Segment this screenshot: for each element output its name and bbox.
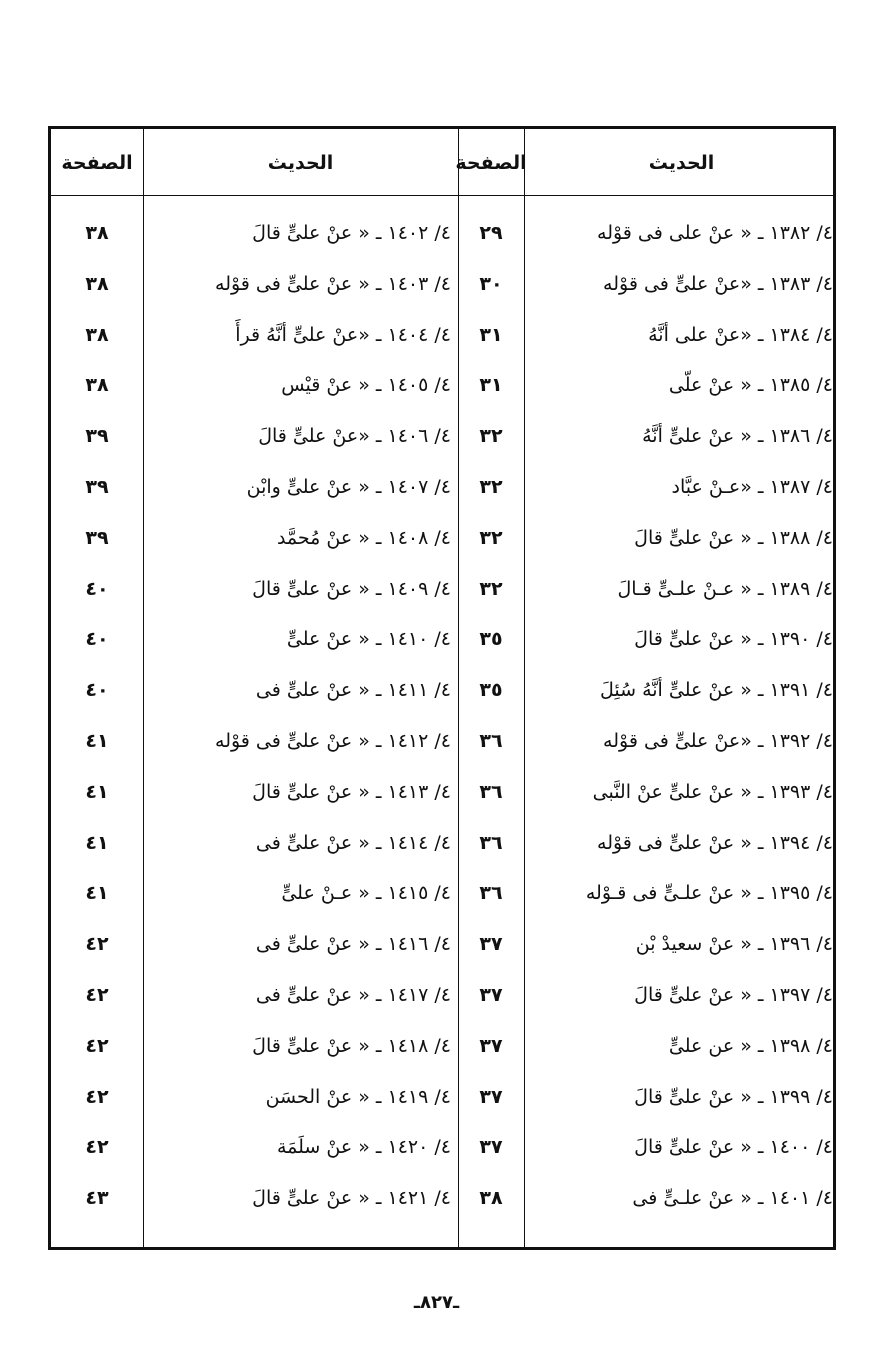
hadith-entry: ٤/ ١٣٩٨ ـ « عن علىٍّ — [668, 1034, 833, 1057]
hadith-entry: ٤/ ١٣٩٥ ـ « عنْ علـىٍّ فى قـوْله — [585, 882, 833, 905]
hadith-entry: ٤/ ١٤٠٥ ـ « عنْ قيْس — [281, 374, 451, 397]
page-reference: ٣٨ — [85, 323, 109, 346]
hadith-entry: ٤/ ١٣٩٧ ـ « عنْ علىٍّ قالَ — [634, 984, 833, 1006]
page-reference: ٣٨ — [85, 222, 109, 244]
hadith-entry: ٤/ ١٤٠٦ ـ «عنْ علىٍّ قالَ — [258, 425, 451, 448]
hadith-entry: ٤/ ١٣٨٣ ـ «عنْ علىٍّ فى قوْله — [603, 272, 833, 295]
hadith-entry: ٤/ ١٣٩٩ ـ « عنْ علىٍّ قالَ — [634, 1085, 833, 1108]
hadith-entry: ٤/ ١٤١١ ـ « عنْ علىٍّ فى — [255, 679, 451, 702]
hadith-entry: ٤/ ١٤١٣ ـ « عنْ علىٍّ قالَ — [252, 780, 451, 803]
page-reference: ٣٥ — [479, 679, 503, 702]
hadith-entry: ٤/ ١٣٨٦ ـ « عنْ علىٍّ أنَّهُ — [642, 425, 833, 448]
page-reference: ٤٠ — [85, 679, 109, 702]
hadith-entry: ٤/ ١٤٠٨ ـ « عنْ مُحمَّد — [276, 526, 451, 549]
header-hadith-right: الحديث — [648, 152, 715, 174]
page-reference: ٣٩ — [85, 425, 109, 448]
page-reference: ٤٣ — [85, 1187, 109, 1210]
page-reference: ٣٨ — [85, 374, 109, 397]
page-reference: ٣٧ — [479, 1136, 503, 1159]
divider-left-page — [143, 129, 144, 1247]
page-reference: ٤٢ — [85, 1034, 109, 1057]
page-reference: ٤١ — [85, 882, 109, 905]
page-reference: ٢٩ — [479, 222, 503, 244]
hadith-entry: ٤/ ١٣٩٢ ـ «عنْ علىٍّ فى قوْله — [603, 730, 833, 752]
header-divider — [51, 195, 833, 196]
hadith-entry: ٤/ ١٣٨٩ ـ « عـنْ علـىٍّ قـالَ — [617, 577, 833, 600]
page-reference: ٤٠ — [85, 628, 109, 651]
page-reference: ٣٥ — [479, 628, 503, 651]
hadith-entry: ٤/ ١٣٩٣ ـ « عنْ علىٍّ عنْ النَّبى — [592, 780, 833, 803]
hadith-entry: ٤/ ١٤٠٠ ـ « عنْ علىٍّ قالَ — [634, 1136, 833, 1159]
page-reference: ٣٨ — [85, 272, 109, 295]
page-reference: ٤١ — [85, 730, 109, 752]
header-page-left: الصفحة — [61, 152, 133, 174]
page-number: ـ٨٢٧ـ — [413, 1292, 460, 1313]
page-reference: ٤٢ — [85, 1136, 109, 1159]
hadith-entry: ٤/ ١٣٨٧ ـ «عـنْ عبَّاد — [671, 476, 833, 498]
hadith-entry: ٤/ ١٤٠٤ ـ «عنْ علىٍّ أنَّهُ قرأَ — [235, 323, 451, 346]
hadith-entry: ٤/ ١٤١٨ ـ « عنْ علىٍّ قالَ — [252, 1034, 451, 1057]
hadith-entry: ٤/ ١٣٩٤ ـ « عنْ علىٍّ فى قوْله — [597, 831, 833, 854]
hadith-entry: ٤/ ١٤٠٣ ـ « عنْ علىٍّ فى قوْله — [215, 272, 451, 295]
page-reference: ٣٩ — [85, 526, 109, 549]
page-reference: ٣٧ — [479, 1085, 503, 1108]
page-reference: ٤٢ — [85, 984, 109, 1006]
hadith-entry: ٤/ ١٣٨٤ ـ «عنْ على أنَّهُ — [648, 323, 833, 346]
hadith-entry: ٤/ ١٤١٧ ـ « عنْ علىٍّ فى — [255, 984, 451, 1006]
page-reference: ٣٦ — [479, 780, 503, 803]
page-reference: ٣٧ — [479, 1034, 503, 1057]
page-reference: ٤١ — [85, 831, 109, 854]
page-reference: ٣٦ — [479, 831, 503, 854]
page-reference: ٣٠ — [479, 272, 503, 295]
hadith-entry: ٤/ ١٤٠٩ ـ « عنْ علىٍّ قالَ — [252, 577, 451, 600]
hadith-entry: ٤/ ١٤١٦ ـ « عنْ علىٍّ فى — [255, 933, 451, 956]
hadith-entry: ٤/ ١٤١٩ ـ « عنْ الحسَن — [265, 1085, 451, 1108]
page-reference: ٣٦ — [479, 882, 503, 905]
page-reference: ٣٢ — [479, 577, 503, 600]
divider-right-page — [524, 129, 525, 1247]
header-page-right: الصفحة — [455, 152, 527, 174]
page-reference: ٤٢ — [85, 933, 109, 956]
page-reference: ٣٩ — [85, 476, 109, 498]
hadith-entry: ٤/ ١٣٨٥ ـ « عنْ علّى — [668, 374, 833, 397]
page-reference: ٣٦ — [479, 730, 503, 752]
hadith-entry: ٤/ ١٣٩٠ ـ « عنْ علىٍّ قالَ — [634, 628, 833, 651]
hadith-entry: ٤/ ١٤٠١ ـ « عنْ علـىٍّ فى — [632, 1187, 833, 1210]
hadith-entry: ٤/ ١٣٩١ ـ « عنْ علىٍّ أنَّهُ سُئِلَ — [600, 679, 833, 702]
hadith-entry: ٤/ ١٤٠٧ ـ « عنْ علىٍّ وابْن — [246, 476, 451, 498]
hadith-entry: ٤/ ١٤٢١ ـ « عنْ علىٍّ قالَ — [252, 1187, 451, 1210]
hadith-entry: ٤/ ١٤١٠ ـ « عنْ علىٍّ — [286, 628, 451, 651]
header-hadith-left: الحديث — [267, 152, 334, 174]
hadith-entry: ٤/ ١٤١٢ ـ « عنْ علىٍّ فى قوْله — [215, 730, 451, 752]
hadith-entry: ٤/ ١٣٨٢ ـ « عنْ على فى قوْله — [597, 222, 833, 244]
page-reference: ٣١ — [479, 323, 503, 346]
page-reference: ٤٢ — [85, 1085, 109, 1108]
page-reference: ٤١ — [85, 780, 109, 803]
hadith-entry: ٤/ ١٤٠٢ ـ « عنْ علىٍّ قالَ — [252, 222, 451, 244]
hadith-entry: ٤/ ١٣٨٨ ـ « عنْ علىٍّ قالَ — [634, 526, 833, 549]
page-reference: ٣٧ — [479, 984, 503, 1006]
page-reference: ٣١ — [479, 374, 503, 397]
page-reference: ٣٧ — [479, 933, 503, 956]
page-reference: ٤٠ — [85, 577, 109, 600]
page-reference: ٣٢ — [479, 425, 503, 448]
page-reference: ٣٨ — [479, 1187, 503, 1210]
page-reference: ٣٢ — [479, 526, 503, 549]
page-reference: ٣٢ — [479, 476, 503, 498]
hadith-entry: ٤/ ١٣٩٦ ـ « عنْ سعيدْ بْن — [635, 933, 833, 956]
index-table — [48, 126, 836, 1250]
hadith-entry: ٤/ ١٤١٥ ـ « عـنْ علىٍّ — [281, 882, 451, 905]
hadith-entry: ٤/ ١٤٢٠ ـ « عنْ سلَمَة — [276, 1136, 451, 1159]
hadith-entry: ٤/ ١٤١٤ ـ « عنْ علىٍّ فى — [255, 831, 451, 854]
